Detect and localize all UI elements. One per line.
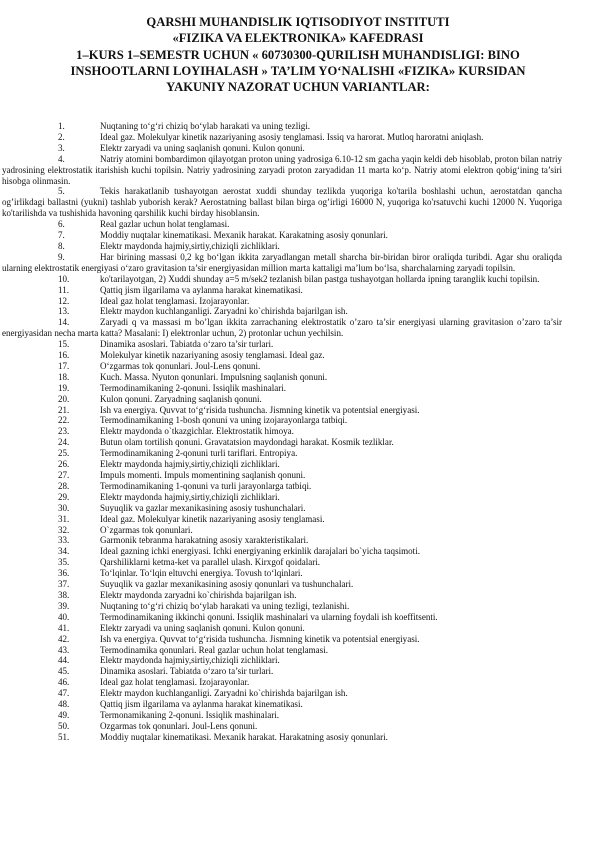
question-number: 44. [58,655,70,666]
question-text: Elektr maydonda zaryadni ko`chirishda bajarilgan ish. [100,589,297,600]
question-item [30,601,562,612]
question-text: Suyuqlik va gazlar mexanikasining asosiy tushunchalari. [100,502,306,513]
question-item [30,590,562,601]
question-item [2,252,562,274]
question-item [30,285,562,296]
question-text: Ish va energiya. Quvvat to‘g‘risida tushuncha. Jismning kinetik va potentsial energiyasi. [100,633,420,644]
question-text: Suyuqlik va gazlar mexanikasining asosiy qonunlari va tushunchalari. [100,579,354,590]
question-item [30,219,562,230]
question-item [30,514,562,525]
question-number: 9. [58,251,65,262]
question-text: O`zgarmas tok qonunlari. [100,524,193,535]
question-text: Elektr maydonda hajmiy,sirtiy,chiziqli zichliklari. [100,491,280,502]
question-text: Ideal gaz. Molekulyar kinetik nazariyaning asosiy tenglamasi. [100,513,325,524]
question-item [30,230,562,241]
question-text: Termodinamikaning ikkinchi qonuni. Issiqlik mashinalari va ularning foydali ish koeffitsenti. [100,611,438,622]
question-text: Ideal gazning ichki energiyasi. Ichki energiyaning erkinlik darajalari bo`yicha taqsimoti. [100,546,420,557]
question-text: Elektr zaryadi va uning saqlanish qonuni. Kulon qonuni. [100,622,305,633]
question-item [30,405,562,416]
header-line-variants: YAKUNIY NAZORAT UCHUN VARIANTLAR: [166,80,430,95]
question-text: Qattiq jism ilgarilama va aylanma harakat kinematikasi. [100,699,303,710]
question-text: Impuls momenti. Impuls momentining saqlanish qonuni. [100,470,306,480]
question-number: 7. [58,230,65,241]
question-text: Ish va energiya. Quvvat to‘g‘risida tushuncha. Jismning kinetik va potentsial energiyasi. [100,404,420,415]
question-item [30,535,562,546]
question-item [30,677,562,688]
question-number: 3. [58,142,65,153]
question-number: 46. [58,677,70,688]
question-text: Elektr maydon kuchlanganligi. Zaryadni ko`chirishda bajarilgan ish. [100,306,348,317]
question-item [30,710,562,721]
question-number: 30. [58,502,70,513]
question-text: Butun olam tortilish qonuni. Gravatatsion maydondagi harakat. Kosmik tezliklar. [100,437,394,448]
question-item [30,361,562,372]
question-text: Qarshiliklarni ketma-ket va parallel ulash. Kirxgof qoidalari. [100,557,321,568]
question-text: Termodinamikaning 1-qonuni va turli jarayonlarga tatbiqi. [100,480,312,491]
question-text: Dinamika asoslari. Tabiatda o‘zaro ta’sir turlari. [100,339,274,350]
question-item [30,645,562,656]
question-item [30,623,562,634]
question-item [30,634,562,645]
question-item [2,154,562,187]
question-item [30,459,562,470]
header-line-institute: QARSHI MUHANDISLIK IQTISODIYOT INSTITUTI [146,15,450,29]
question-item [30,383,562,394]
question-number: 39. [58,600,70,611]
question-item [30,612,562,623]
question-text: Termodinamika qonunlari. Real gazlar uchun holat tenglamasi. [100,644,328,655]
question-text: Nuqtaning to‘g‘ri chiziq bo‘ylab harakati va uning tezligi. [100,121,311,131]
question-number: 35. [58,557,70,568]
question-number: 12. [58,295,70,306]
question-number: 33. [58,535,70,546]
question-item [30,143,562,154]
question-number: 49. [58,709,70,720]
question-text: Termonamikaning 2-qonuni. Issiqlik mashinalari. [100,709,280,720]
question-text: Termodinamikaning 2-qonuni. Issiqlik mashinalari. [100,382,287,393]
question-number: 23. [58,426,70,437]
question-number: 27. [58,470,70,480]
question-text: Kulon qonuni. Zaryadning saqlanish qonuni. [100,393,262,404]
question-item [30,394,562,405]
question-number: 17. [58,360,70,371]
question-item [30,503,562,514]
question-number: 40. [58,611,70,622]
question-item [30,306,562,317]
question-text: Elektr maydon kuchlanganligi. Zaryadni ko`chirishda bajarilgan ish. [100,688,348,699]
question-item [30,525,562,536]
question-text: Real gazlar uchun holat tenglamasi. [100,219,230,230]
question-item [30,481,562,492]
question-number: 45. [58,666,70,677]
question-item [30,568,562,579]
question-item [30,339,562,350]
question-text: Elektr zaryadi va uning saqlanish qonuni. Kulon qonuni. [100,142,305,153]
question-text: Moddiy nuqtalar kinematikasi. Mexanik harakat. Karakatning asosiy qonunlari. [100,230,388,241]
question-text: Ideal gaz. Molekulyar kinetik nazariyaning asosiy tenglamasi. Issiq va harorat. Mutloq haroratni aniqlash. [100,131,484,142]
question-number: 38. [58,589,70,600]
question-number: 5. [58,186,65,197]
question-text: Elektr maydonda hajmiy,sirtiy,chiziqli zichliklari. [100,240,280,251]
question-item [30,296,562,307]
question-number: 32. [58,524,70,535]
question-number: 1. [58,121,65,131]
header-line-department: «FIZIKA VA ELEKTRONIKA» KAFEDRASI [172,31,424,46]
question-item [30,732,562,743]
question-number: 11. [58,284,69,295]
question-item [30,655,562,666]
question-item [30,721,562,732]
question-number: 8. [58,240,65,251]
question-item [30,426,562,437]
question-number: 50. [58,720,70,731]
question-item [30,121,562,132]
question-text: Elektr maydonda hajmiy,sirtiy,chiziqli zichliklari. [100,459,280,470]
question-item [30,372,562,383]
question-number: 10. [58,273,70,284]
question-text: Kuch. Massa. Nyuton qonunlari. Impulsning saqlanish qonuni. [100,371,328,382]
question-number: 15. [58,339,70,350]
question-item [30,350,562,361]
document-header [20,14,576,95]
question-text: Dinamika asoslari. Tabiatda o‘zaro ta’sir turlari. [100,666,274,677]
question-text: Ideal gaz holat tenglamasi. Izojarayonlar. [100,677,250,688]
question-number: 48. [58,699,70,710]
question-item [2,274,562,285]
header-line-direction: INSHOOTLARNI LOYIHALASH » TA’LIM YO‘NALISHI «FIZIKA» KURSIDAN [70,63,526,78]
question-text: Garmonik tebranma harakatning asosiy xarakteristikalari. [100,535,309,546]
question-text: Ozgarmas tok qonunlari. Joul-Lens qonuni. [100,720,258,731]
question-number: 31. [58,513,70,524]
question-text: Moddiy nuqtalar kinematikasi. Mexanik harakat. Harakatning asosiy qonunlari. [100,731,388,742]
question-item [30,699,562,710]
question-text: ko'tarilayotgan, 2) Xuddi shunday a=5 m/sek2 tezlanish bilan pastga tushayotgan hollarda ipning taranglik kuchi topilsin. [100,273,540,284]
question-text: Termodinamikaning 2-qonuni turli tariflari. Entropiya. [100,448,298,459]
question-number: 4. [58,153,65,164]
question-number: 24. [58,437,70,448]
question-text: Qattiq jism ilgarilama va aylanma harakat kinematikasi. [100,284,303,295]
question-number: 41. [58,622,70,633]
question-text: Elektr maydonda o`tkazgichlar. Elektrostatik himoya. [100,426,294,437]
question-item [30,132,562,143]
question-number: 25. [58,448,70,459]
question-text: Tekis harakatlanib tushayotgan aerostat xuddi shunday tezlikda yuqoriga ko'tarila boshlashi uchun, aerostatdan qancha og’irlikdagi ballastni (yukni) tashlab yuborish kerak? Aerostatning ballast bilan birga og’irligi 16000 N, yuqoriga ko'rsatuvchi kuchi 12000 N. Yuqoriga ko'tarilishda va tushishida havoning qarshilik kuchi birday hisoblansin. [2,186,562,219]
question-text: Molekulyar kinetik nazariyaning asosiy tenglamasi. Ideal gaz. [100,350,325,361]
header-line-course: 1–KURS 1–SEMESTR UCHUN « 60730300-QURILISH MUHANDISLIGI: BINO [76,47,520,62]
question-number: 42. [58,633,70,644]
question-item [30,579,562,590]
question-item [2,317,562,339]
question-item [30,557,562,568]
question-number: 29. [58,491,70,502]
question-item [30,415,562,426]
question-number: 21. [58,404,70,415]
question-number: 6. [58,219,65,230]
question-number: 37. [58,579,70,590]
question-item [30,666,562,677]
question-number: 19. [58,382,70,393]
question-number: 47. [58,688,70,699]
question-text: To‘lqinlar. To‘lqin eltuvchi energiya. Tovush to‘lqinlari. [100,568,303,579]
question-item [30,470,562,481]
question-text: Har birining massasi 0,2 kg bo‘lgan ikkita zaryadlangan metall sharcha bir-biridan biror oraliqda turibdi. Agar shu oraliqda ularning elektrostatik energiyasi o‘zaro gravitasion ta’sir energiyasidan million marta kattaligi ma’lum bo‘lsa, sharchalarning zaryadi topilsin. [2,251,562,273]
question-number: 14. [58,317,70,328]
question-number: 36. [58,568,70,579]
question-list [2,121,562,743]
question-text: O‘zgarmas tok qonunlari. Joul-Lens qonuni. [100,360,261,371]
question-number: 51. [58,731,70,742]
question-item [2,186,562,219]
question-number: 13. [58,306,70,317]
question-item [30,448,562,459]
question-text: Natriy atomini bombardimon qilayotgan proton uning yadrosiga 6.10-12 sm gacha yaqin keldi deb hisoblab, proton bilan natriy yadrosining elektrostatik itarishish kuchi topilsin. Natriy yadrosining zaryadi proton zaryadidan 11 marta ko‘p. Natriy atomi elektron qobig‘ining ta’siri hisobga olinmasin. [2,153,562,186]
question-item [30,546,562,557]
question-item [30,241,562,252]
question-number: 18. [58,371,70,382]
question-number: 2. [58,131,65,142]
question-number: 28. [58,480,70,491]
question-number: 22. [58,415,70,426]
question-number: 34. [58,546,70,557]
question-number: 26. [58,459,70,470]
question-item [30,437,562,448]
question-text: Elektr maydonda hajmiy,sirtiy,chiziqli zichliklari. [100,655,280,666]
question-text: Ideal gaz holat tenglamasi. Izojarayonlar. [100,295,250,306]
question-text: Nuqtaning to‘g‘ri chiziq bo‘ylab harakati va uning tezligi, tezlanishi. [100,600,350,611]
question-text: Zaryadi q va massasi m bo’lgan ikkita zarrachaning elektrostatik o’zaro ta’sir energiyasi ularning gravitasion o’zaro ta’sir energiyasidan necha marta katta? Masalani: I) elektronlar uchun, 2) protonlar uchun yechilsin. [2,317,562,339]
question-item [30,492,562,503]
question-number: 16. [58,350,70,361]
question-number: 20. [58,393,70,404]
question-number: 43. [58,644,70,655]
question-item [30,688,562,699]
question-text: Termodinamikaning 1-bosh qonuni va uning izojarayonlarga tatbiqi. [100,415,348,426]
